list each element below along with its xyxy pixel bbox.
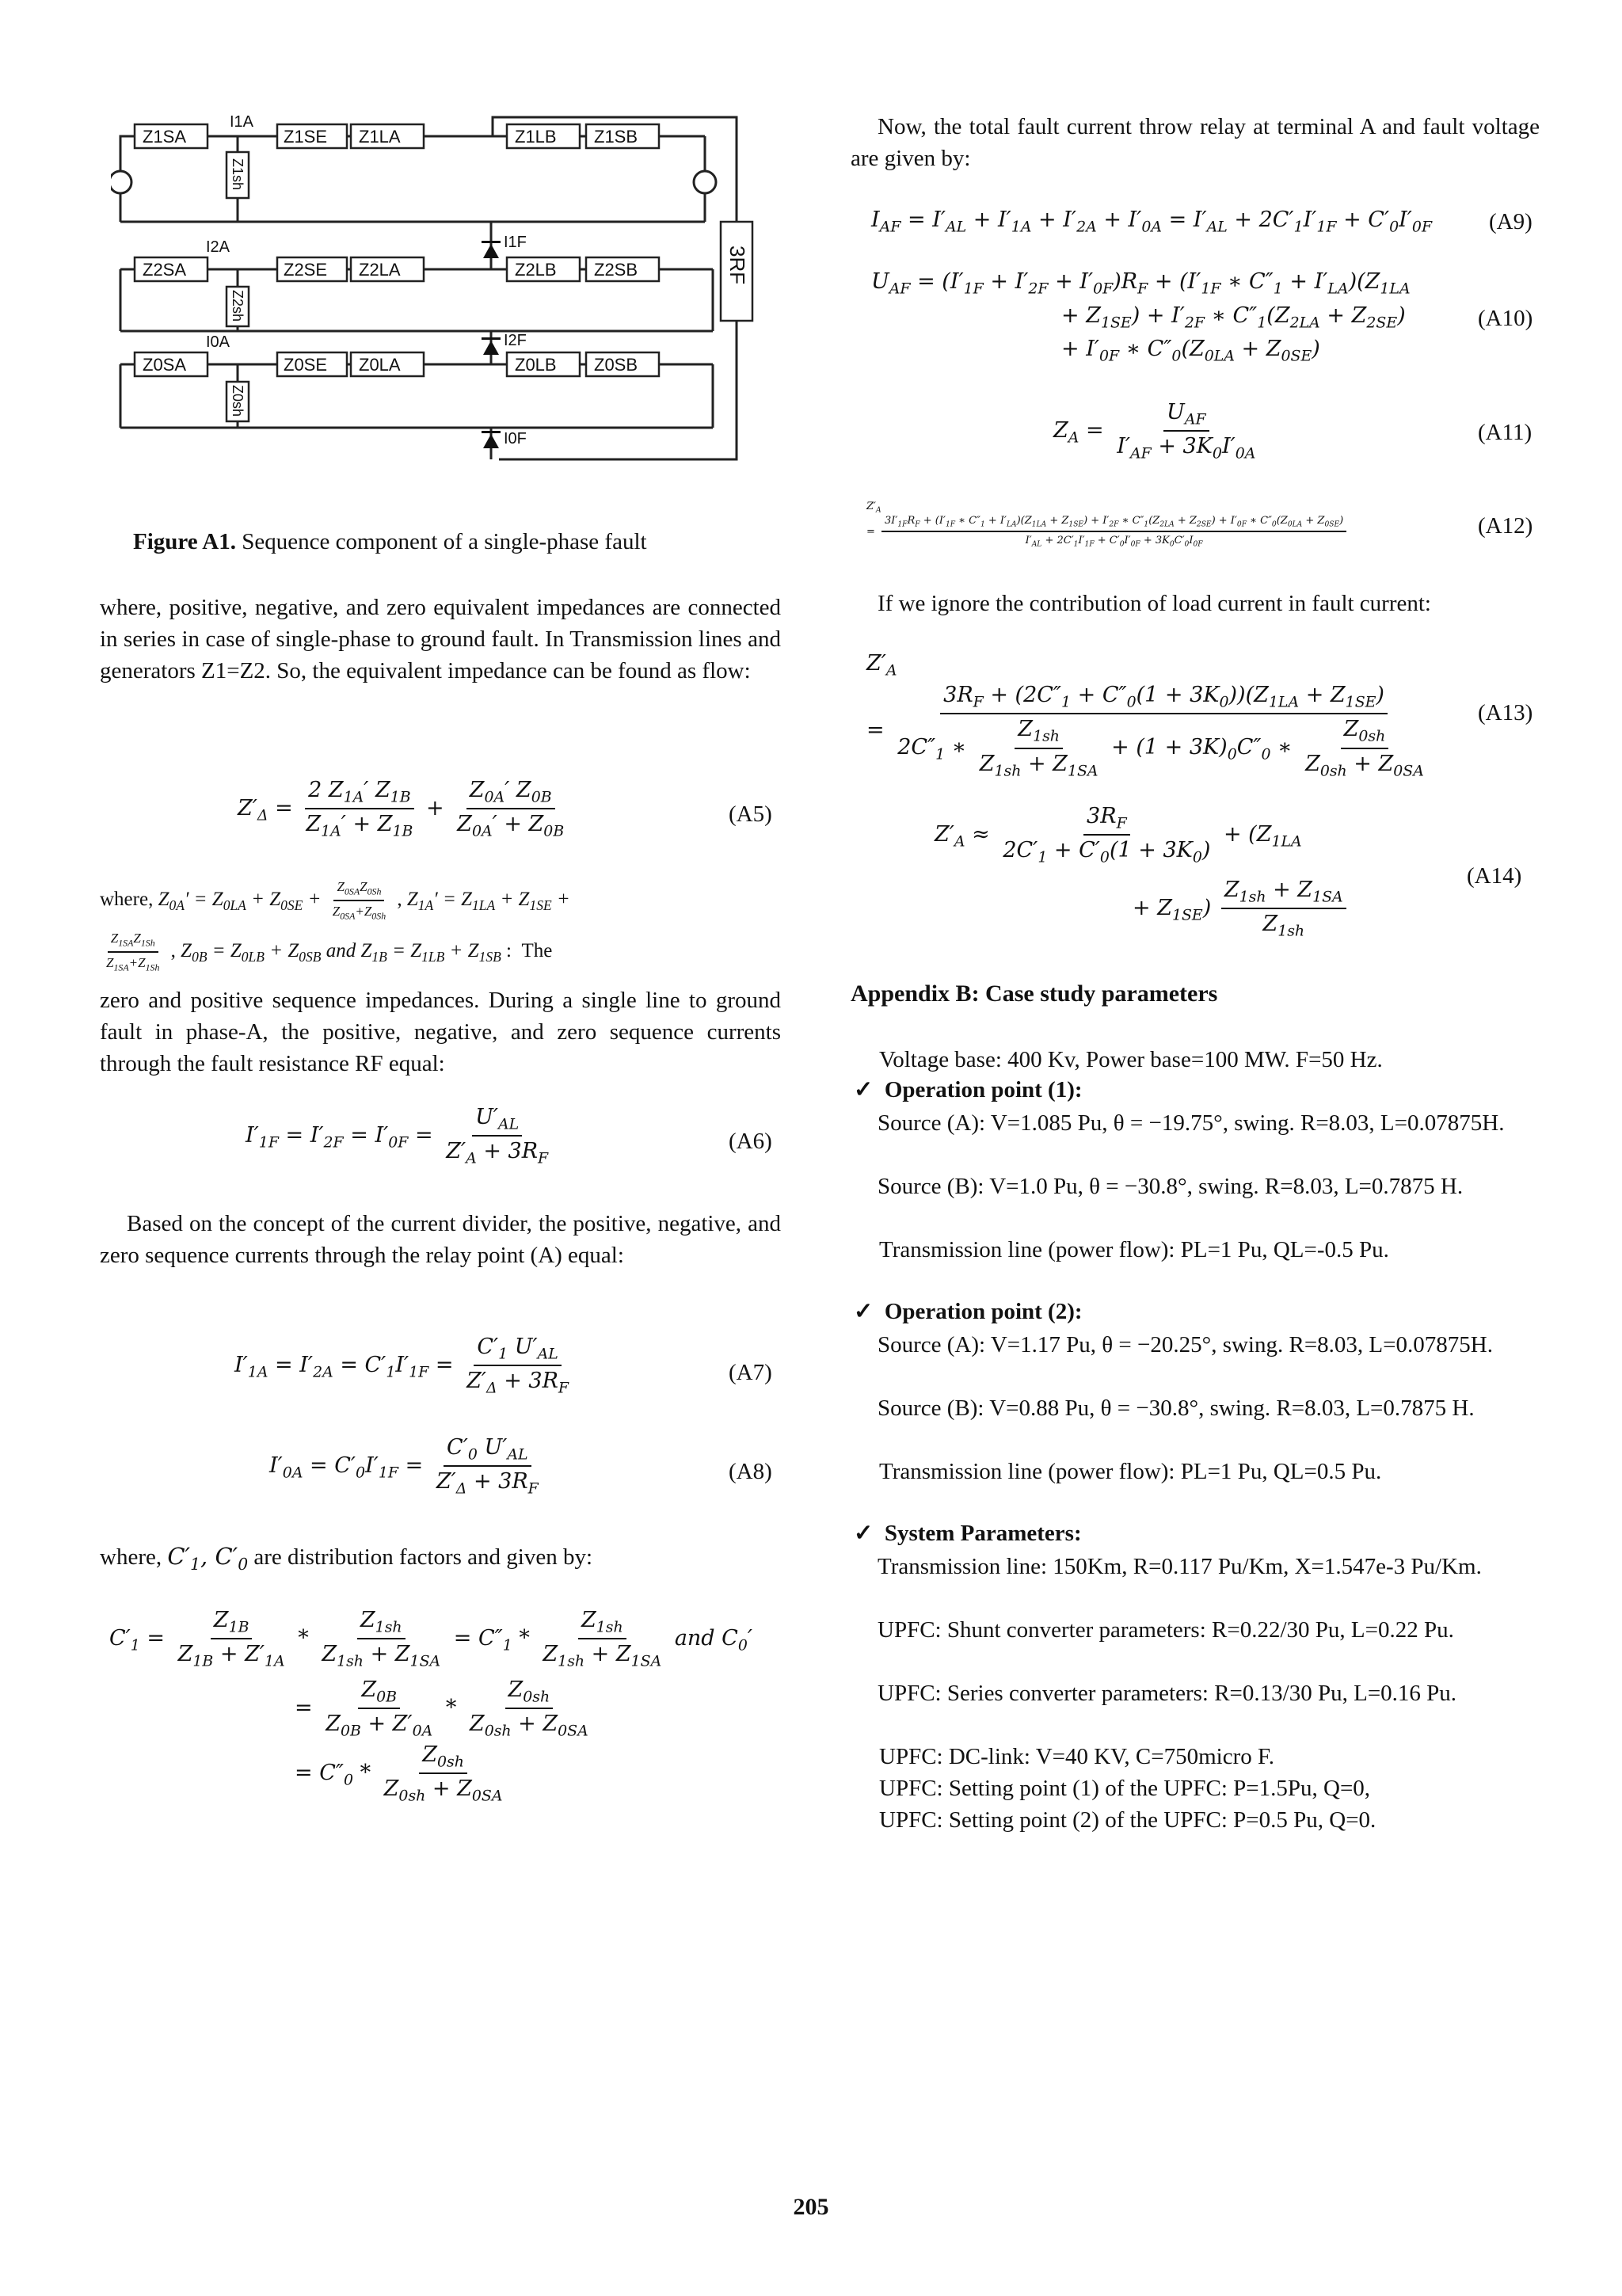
caption-label: Figure A1. (133, 529, 236, 554)
label-i2a: I2A (206, 238, 230, 256)
left-paragraph-4-text: are distribution factors and given by: (253, 1544, 593, 1570)
equation-a5: $Z'_\Delta$ = $\frac{2 Z_{1A}' Z_{1B}}{Z_{1A}' + Z_{1B}}$ + $\frac{Z_{0A}' Z_{0B}}{Z_{0A}' + Z_{0B}}$ (238, 778, 565, 840)
sys-dc-link: UPFC: DC-link: V=40 KV, C=750micro F. (879, 1744, 1275, 1769)
equation-a9: $I_{AF} = I'_{AL} + I'_{1A} + I'_{2A} + I'_{0A} = I'_{AL} + 2C'_1I'_{1F} + C'_0I'_{0F}$ (871, 208, 1433, 236)
equation-a7: $I'_{1A} = I'_{2A} = C'_1I'_{1F}$ = $\frac{C'_1 U'_{AL}}{Z'_\Delta + 3R_F}$ (234, 1335, 569, 1397)
equation-a10-line1: $U_{AF} = (I'_{1F} + I'_{2F} + I'_{0F})R_F + (I'_{1F}$ ∗ $C''_1 + I'_{LA})(Z_{1LA}$ (871, 269, 1411, 298)
sys-shunt: UPFC: Shunt converter parameters: R=0.22/30 Pu, L=0.22 Pu. (878, 1617, 1454, 1643)
left-paragraph-2: zero and positive sequence impedances. During a single line to ground fault in phase-A, the positive, negative, and zero sequence currents through the fault resistance RF equal: (100, 988, 781, 1076)
sys-heading (854, 1519, 1082, 1547)
figure-caption (133, 529, 647, 555)
equation-a13: = $3R_F + (2C''_1 + C''_0(1 + 3K_0))(Z_{1LA} + Z_{1SE})$ $2C''_1$ ∗ $\frac{Z_{1sh}}{Z_{1sh} + Z_{1SA}}$ + $(1 + 3K)_0C''_0$ ∗ $\frac{Z_{0sh}}{Z_{0sh} + Z_{0SA}}$ (866, 683, 1424, 780)
label-i1f: I1F (504, 234, 527, 251)
circuit-figure (111, 111, 776, 475)
where-line-2: $\frac{Z_{1SA}Z_{1Sh}}{Z_{1SA}+Z_{1Sh}}$ , $Z_{0B} = Z_{0LB} + Z_{0SB}$ and $Z_{1B} = Z_{1LB} + Z_{1SB}$ : The (106, 931, 553, 973)
check-icon: ✓ (854, 1077, 874, 1102)
eqno-a7: (A7) (729, 1360, 772, 1385)
label-z1la: Z1LA (359, 127, 401, 147)
label-z1lb: Z1LB (515, 127, 557, 147)
page-number: 205 (793, 2194, 829, 2220)
equation-a13-lhs: $Z'_A$ (866, 651, 897, 680)
op1-source-a: Source (A): V=1.085 Pu, θ = −19.75°, swing. R=8.03, L=0.07875H. (878, 1110, 1505, 1136)
label-z0sa: Z0SA (143, 355, 187, 375)
left-paragraph-1: where, positive, negative, and zero equivalent impedances are connected in series in case of single-phase to ground fault. In Transmission lines and generators Z1=Z2. So, the equivalent impedance can be found as flow: (100, 595, 781, 683)
label-z1sb: Z1SB (594, 127, 638, 147)
equation-a8: $I'_{0A} = C'_0I'_{1F}$ = $\frac{C'_0 U'_{AL}}{Z'_\Delta + 3R_F}$ (269, 1435, 539, 1498)
op2-transmission-line: Transmission line (power flow): PL=1 Pu, QL=0.5 Pu. (879, 1459, 1382, 1484)
equation-a14-line1: $Z'_A$ ≈ $\frac{3R_F}{2C'_1 + C'_0(1 + 3K_0)}$ + ($Z_{1LA}$ (935, 804, 1302, 866)
label-i0a: I0A (206, 333, 230, 351)
equation-a10-line3: + $I'_{0F}$ ∗ $C''_0(Z_{0LA} + Z_{0SE})$ (1061, 337, 1320, 365)
op1-transmission-line: Transmission line (power flow): PL=1 Pu, QL=-0.5 Pu. (879, 1237, 1389, 1262)
label-i2f: I2F (504, 332, 527, 349)
equation-distribution-3: = $C''_0$ * $\frac{Z_{0sh}}{Z_{0sh} + Z_{0SA}}$ (295, 1742, 503, 1805)
op2-title: Operation point (2): (884, 1299, 1083, 1324)
eqno-a6: (A6) (729, 1129, 772, 1154)
check-icon: ✓ (854, 1521, 874, 1546)
label-z0sh: Z0sh (230, 385, 246, 417)
equation-a12: $Z'_A$ = $3I'_{1F}R_F + (I'_{1F}$ ∗ $C''_1 + I'_{LA})(Z_{1LA} + Z_{1SE}) + I'_{2F}$ ∗ $C''_1(Z_{2LA} + Z_{2SE}) + I'_{0F}$ ∗ $C''_0(Z_{0LA} + Z_{0SE})$ $I'_{AL} + 2C'_1I'_{1F} + C'_0I'_{0F} + 3K_0C'_0I_{0F}$ (866, 501, 1350, 549)
sys-title: System Parameters: (884, 1521, 1082, 1546)
op2-source-b: Source (B): V=0.88 Pu, θ = −30.8°, swing. R=8.03, L=0.7875 H. (878, 1395, 1475, 1421)
label-z0la: Z0LA (359, 355, 401, 375)
op2-heading (854, 1297, 1083, 1325)
label-z2sh: Z2sh (230, 290, 246, 322)
eqno-a11: (A11) (1478, 420, 1533, 445)
eqno-a8: (A8) (729, 1459, 772, 1484)
base-line: Voltage base: 400 Kv, Power base=100 MW. F=50 Hz. (879, 1047, 1383, 1072)
equation-a6: $I'_{1F} = I'_{2F} = I'_{0F}$ = $\frac{U'_{AL}}{Z'_A + 3R_F}$ (246, 1105, 549, 1167)
eqno-a9: (A9) (1489, 209, 1533, 234)
equation-distribution-2: = $\frac{Z_{0B}}{Z_{0B} + Z'_{0A}}$ * $\frac{Z_{0sh}}{Z_{0sh} + Z_{0SA}}$ (295, 1677, 588, 1740)
op1-title: Operation point (1): (884, 1077, 1083, 1102)
sys-transmission-line: Transmission line: 150Km, R=0.117 Pu/Km, X=1.547e-3 Pu/Km. (878, 1554, 1482, 1579)
label-z2la: Z2LA (359, 260, 401, 280)
left-paragraph-3: Based on the concept of the current divider, the positive, negative, and zero sequence currents through the relay point (A) equal: (100, 1211, 781, 1268)
equation-a14-line2: + $Z_{1SE}$) $\frac{Z_{1sh} + Z_{1SA}}{Z_{1sh}}$ (1133, 878, 1350, 940)
label-z0se: Z0SE (284, 355, 328, 375)
right-paragraph-2: If we ignore the contribution of load current in fault current: (878, 591, 1431, 616)
label-i0f: I0F (504, 430, 527, 447)
op1-source-b: Source (B): V=1.0 Pu, θ = −30.8°, swing. R=8.03, L=0.7875 H. (878, 1174, 1464, 1199)
right-paragraph-1: Now, the total fault current throw relay at terminal A and fault voltage are given by: (851, 114, 1540, 171)
eqno-a5: (A5) (729, 802, 772, 827)
eqno-a14: (A14) (1467, 863, 1522, 889)
sys-setting-1: UPFC: Setting point (1) of the UPFC: P=1.5Pu, Q=0, (879, 1776, 1371, 1801)
where-line-1: where, $Z_{0A}' = Z_{0LA} + Z_{0SE}$ + $\frac{Z_{0SA}Z_{0Sh}}{Z_{0SA}+Z_{0Sh}}$ , $Z_{1A}' = Z_{1LA} + Z_{1SE}$ + (100, 879, 570, 922)
sys-setting-2: UPFC: Setting point (2) of the UPFC: P=0.5 Pu, Q=0. (879, 1807, 1376, 1833)
label-z1sh: Z1sh (230, 158, 246, 191)
label-z2sa: Z2SA (143, 260, 187, 280)
sys-series: UPFC: Series converter parameters: R=0.13/30 Pu, L=0.16 Pu. (878, 1681, 1457, 1706)
equation-distribution-1: $C'_1$ = $\frac{Z_{1B}}{Z_{1B} + Z'_{1A}}$ * $\frac{Z_{1sh}}{Z_{1sh} + Z_{1SA}}$ = $C''_1$ * $\frac{Z_{1sh}}{Z_{1sh} + Z_{1SA}}$ and $C_0'$ (109, 1608, 752, 1670)
eqno-a10: (A10) (1478, 306, 1533, 331)
equation-a10-line2: + $Z_{1SE}) + I'_{2F}$ ∗ $C''_1(Z_{2LA} + Z_{2SE})$ (1061, 303, 1406, 332)
label-z2se: Z2SE (284, 260, 328, 280)
label-3rf: 3RF (725, 246, 749, 285)
label-z0lb: Z0LB (515, 355, 557, 375)
label-z1se: Z1SE (284, 127, 328, 147)
check-icon: ✓ (854, 1299, 874, 1324)
equation-a11: $Z_A$ = $\frac{U_{AF}}{I'_{AF} + 3K_0I'_{0A}}$ (1053, 400, 1256, 463)
left-paragraph-4: where, $C'_1$, $C'_0$ are distribution factors and given by: (100, 1543, 593, 1574)
op1-heading (854, 1076, 1083, 1103)
caption-text: Sequence component of a single-phase fault (235, 529, 647, 554)
appendix-b-title: Appendix B: Case study parameters (851, 980, 1218, 1007)
label-z2sb: Z2SB (594, 260, 638, 280)
label-z2lb: Z2LB (515, 260, 557, 280)
label-z0sb: Z0SB (594, 355, 638, 375)
eqno-a12: (A12) (1478, 513, 1533, 539)
eqno-a13: (A13) (1478, 700, 1533, 725)
label-i1a: I1A (230, 113, 254, 131)
label-z1sa: Z1SA (143, 127, 187, 147)
op2-source-a: Source (A): V=1.17 Pu, θ = −20.25°, swing. R=8.03, L=0.07875H. (878, 1332, 1493, 1357)
